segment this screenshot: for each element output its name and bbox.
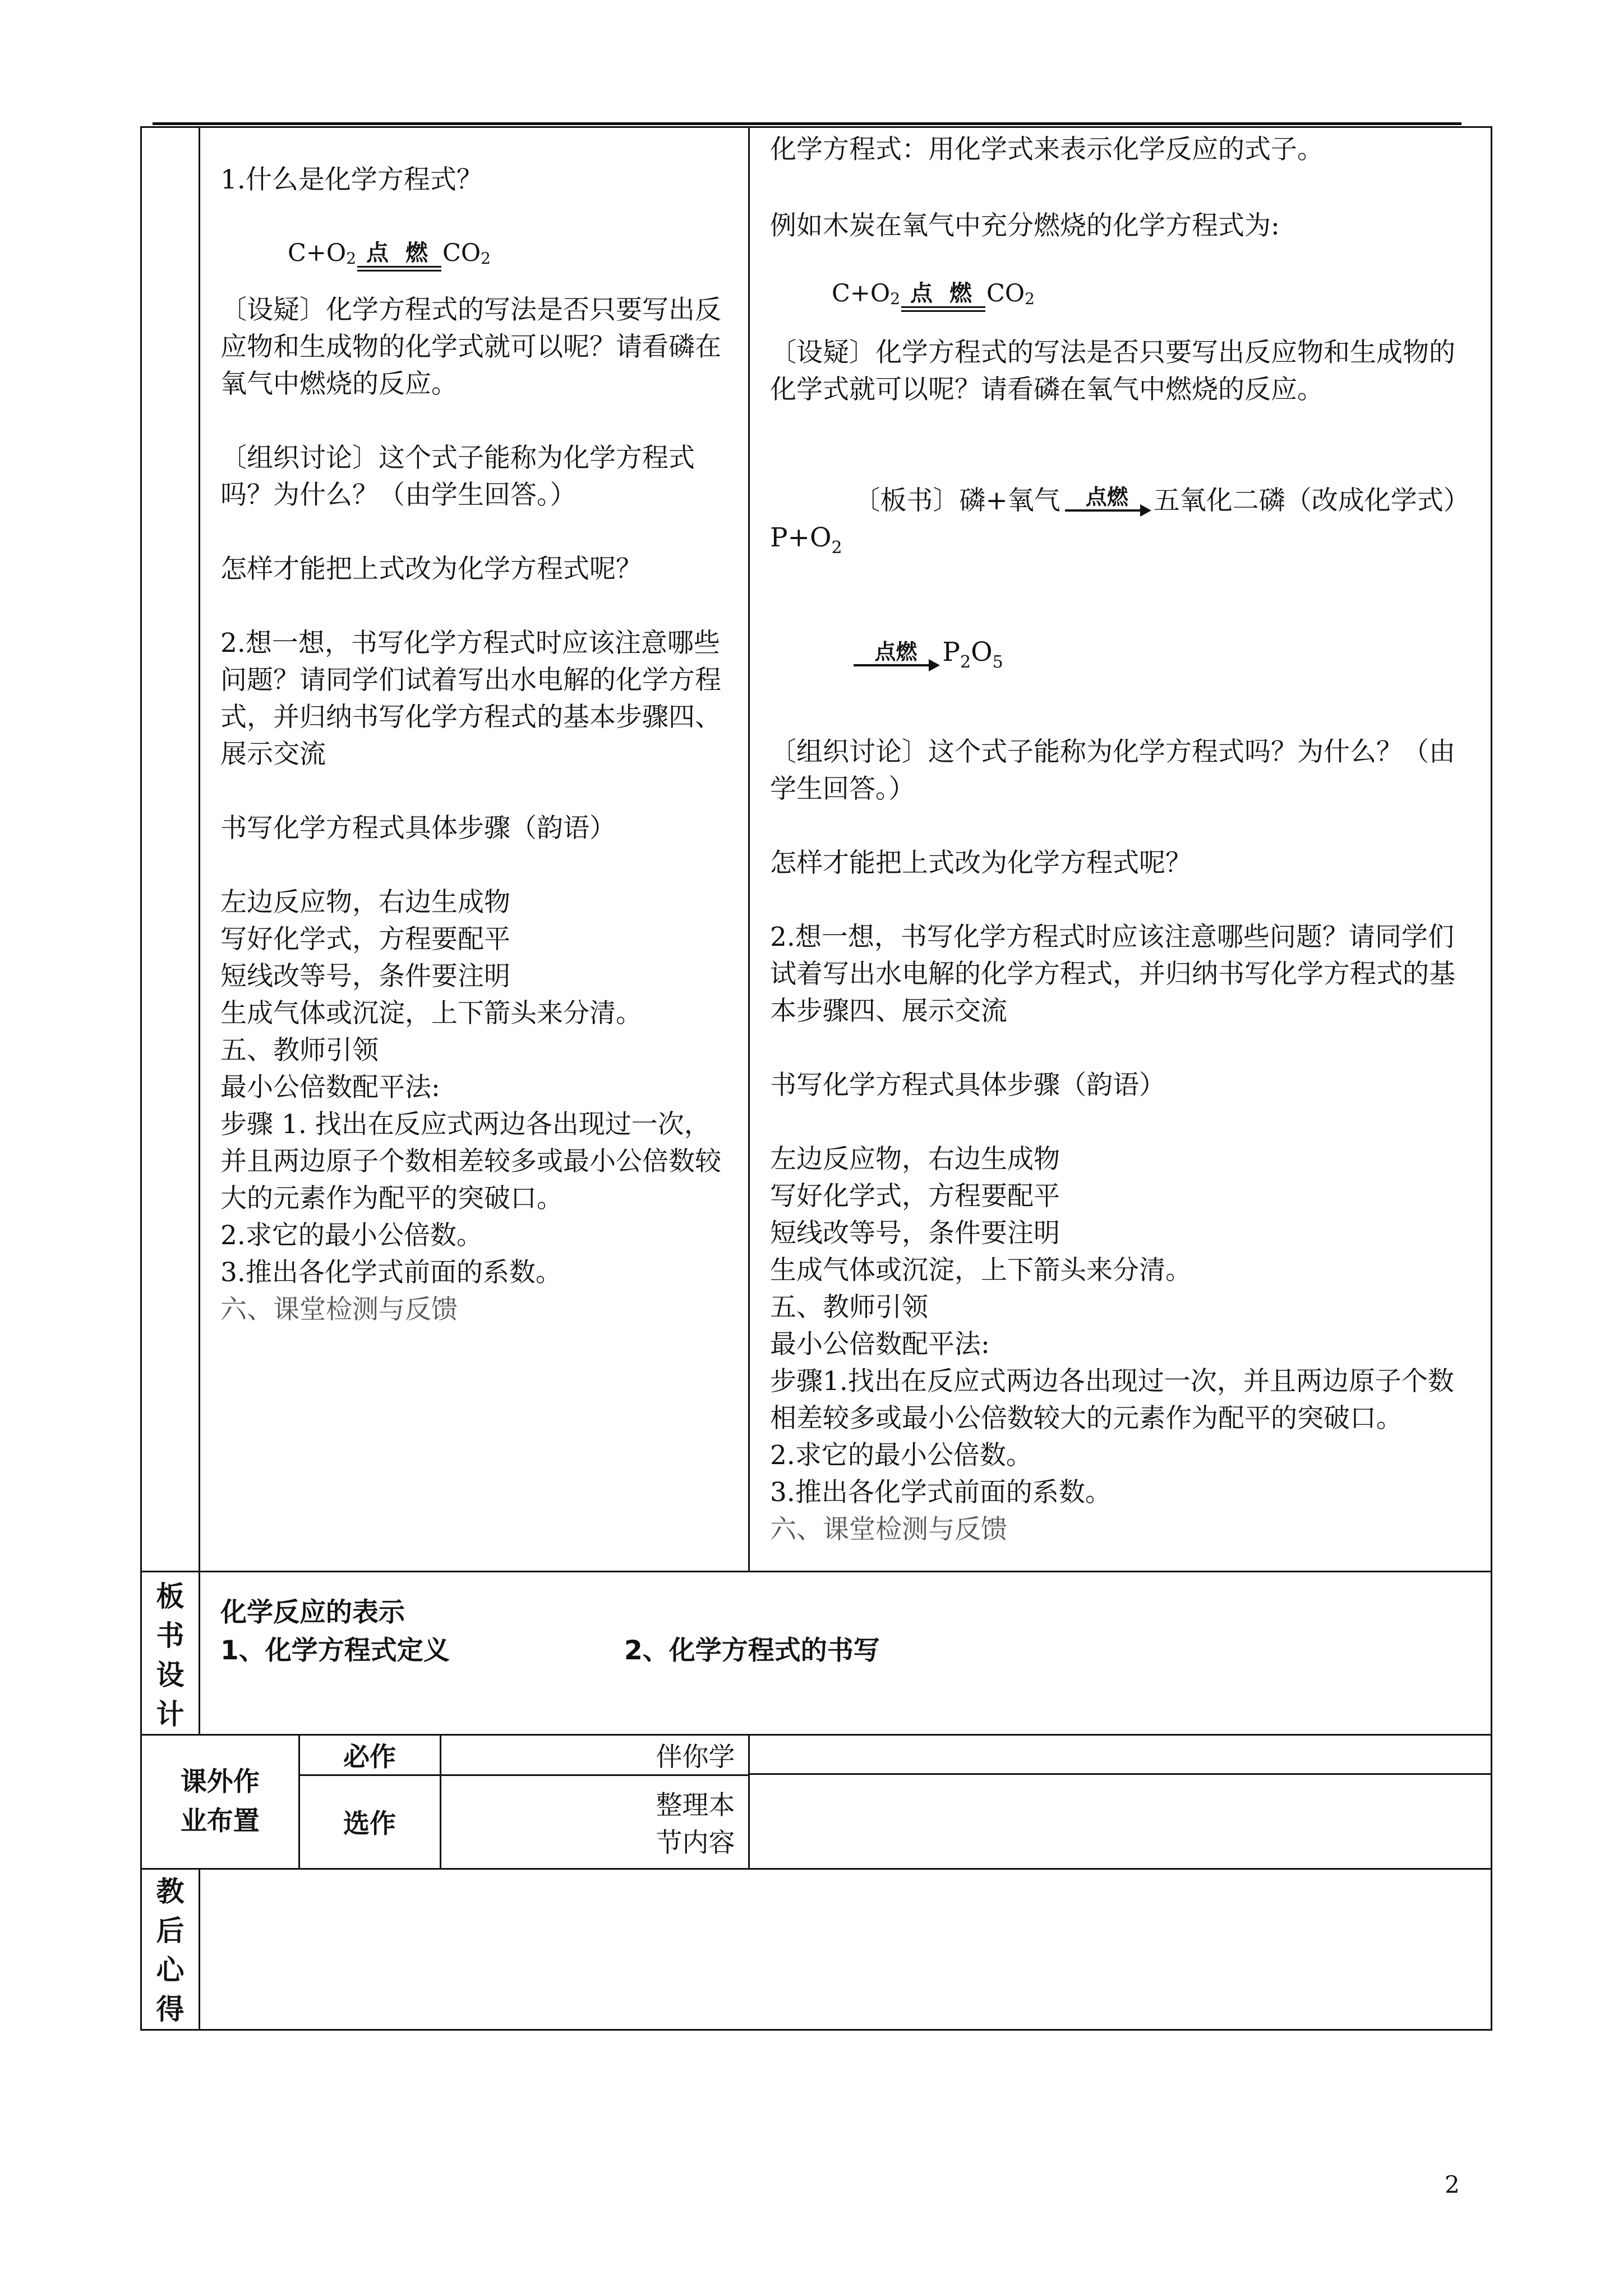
step-3: 3.推出各化学式前面的系数。: [220, 1257, 562, 1288]
homework-cell: [141, 1735, 749, 1869]
equation-c-o2-right: C+O 2 点 燃 CO 2: [832, 261, 1474, 312]
homework-values-extension: [749, 1735, 1492, 1869]
discussion-paragraph: 〔组织讨论〕这个式子能称为化学方程式吗？为什么？（由学生回答。）: [220, 443, 695, 510]
content-row: [141, 127, 1492, 1572]
step-3-right: 3.推出各化学式前面的系数。: [770, 1477, 1112, 1508]
question-1: 1.什么是化学方程式？: [220, 164, 483, 195]
student-activity-cell: [749, 127, 1492, 1572]
board-design-content: [200, 1572, 1492, 1735]
board-label-char: 板: [156, 1580, 185, 1613]
reflection-label: [141, 1869, 200, 2030]
board-design-label: [141, 1572, 200, 1735]
board-item-2: 2、化学方程式的书写: [624, 1635, 880, 1666]
steps-heading-right: 书写化学方程式具体步骤（韵语）: [770, 1070, 1165, 1101]
section-5-heading: 五、教师引领: [220, 1035, 379, 1066]
example-intro: 例如木炭在氧气中充分燃烧的化学方程式为:: [770, 210, 1280, 241]
step-2-right: 2.求它的最小公倍数。: [770, 1440, 1032, 1471]
definition: 化学方程式：用化学式来表示化学反应的式子。: [770, 134, 1324, 165]
board-design-row: [141, 1572, 1492, 1735]
think-paragraph: 2.想一想，书写化学方程式时应该注意哪些问题？请同学们试着写出水电解的化学方程式，并归纳书写化学方程式的基本步骤四、展示交流: [220, 628, 721, 770]
arrow-ignite-1: 点燃: [1065, 486, 1149, 519]
board-label-char: 书: [156, 1619, 185, 1652]
doubt-paragraph-right: 〔设疑〕化学方程式的写法是否只要写出反应物和生成物的化学式就可以呢？请看磷在氧气中燃烧的反应。: [770, 337, 1455, 405]
reflection-label-char: 得: [156, 1993, 185, 2026]
think-paragraph-right: 2.想一想，书写化学方程式时应该注意哪些问题？请同学们试着写出水电解的化学方程式，并归纳书写化学方程式的基本步骤四、展示交流: [770, 922, 1455, 1027]
board-reaction-line: 〔板书〕磷+氧气 点燃 五氧化二磷（改成化学式）$P+O_2$: [770, 485, 1470, 558]
equation-c-o2: C+O 2 点 燃 CO 2: [288, 221, 731, 272]
section-5-heading-right: 五、教师引领: [770, 1292, 928, 1323]
rhyme-line-3-right: 短线改等号，条件要注明: [770, 1218, 1060, 1249]
lesson-plan-table: [140, 126, 1492, 2031]
homework-label: 课外作 业布置: [142, 1736, 299, 1868]
how-to-paragraph: 怎样才能把上式改为化学方程式呢？: [220, 554, 642, 585]
reflection-label-char: 教: [156, 1875, 185, 1908]
required-value: 伴你学: [440, 1736, 748, 1775]
lcm-method-heading-right: 最小公倍数配平法:: [770, 1329, 990, 1360]
board-label-char: 计: [156, 1698, 185, 1731]
reflection-row: [141, 1869, 1492, 2030]
page-number: 2: [1445, 2171, 1460, 2198]
rhyme-line-1-right: 左边反应物，右边生成物: [770, 1144, 1060, 1175]
section-6-heading: 六、课堂检测与反馈: [220, 1294, 458, 1325]
rhyme-line-2: 写好化学式，方程要配平: [220, 924, 510, 955]
rhyme-line-4: 生成气体或沉淀，上下箭头来分清。: [220, 998, 642, 1029]
reflection-label-char: 心: [156, 1954, 185, 1986]
section-6-heading-right: 六、课堂检测与反馈: [770, 1514, 1007, 1545]
lcm-method-heading: 最小公倍数配平法:: [220, 1072, 440, 1103]
reflection-content: [200, 1869, 1492, 2030]
discussion-paragraph-right: 〔组织讨论〕这个式子能称为化学方程式吗？为什么？（由学生回答。）: [770, 737, 1455, 804]
board-item-1: 1、化学方程式定义: [220, 1635, 450, 1666]
top-rule: [153, 122, 1461, 125]
optional-value: 整理本节内容: [656, 1789, 735, 1858]
required-label: 必作: [299, 1736, 440, 1775]
board-title: 化学反应的表示: [220, 1597, 405, 1628]
step-1: 步骤 1. 找出在反应式两边各出现过一次，并且两边原子个数相差较多或最小公倍数较大的元素作为配平的突破口。: [220, 1109, 721, 1214]
rhyme-line-3: 短线改等号，条件要注明: [220, 961, 510, 992]
homework-row: [141, 1735, 1492, 1869]
rhyme-line-1: 左边反应物，右边生成物: [220, 887, 510, 918]
content-row-label: [141, 127, 200, 1572]
p2o5-line: 点燃 $P_2O_5$: [770, 597, 1474, 711]
doubt-paragraph: 〔设疑〕化学方程式的写法是否只要写出反应物和生成物的化学式就可以呢？请看磷在氧气中燃烧的反应。: [220, 295, 721, 399]
board-label-char: 设: [156, 1659, 185, 1691]
step-1-right: 步骤1.找出在反应式两边各出现过一次，并且两边原子个数相差较多或最小公倍数较大的元素作为配平的突破口。: [770, 1366, 1454, 1434]
steps-heading: 书写化学方程式具体步骤（韵语）: [220, 813, 616, 844]
teacher-activity-cell: [200, 127, 749, 1572]
rhyme-line-4-right: 生成气体或沉淀，上下箭头来分清。: [770, 1255, 1192, 1286]
reflection-label-char: 后: [156, 1915, 185, 1947]
arrow-ignite-2: 点燃: [854, 641, 938, 674]
optional-label: 选作: [299, 1775, 440, 1868]
rhyme-line-2-right: 写好化学式，方程要配平: [770, 1181, 1060, 1212]
step-2: 2.求它的最小公倍数。: [220, 1220, 483, 1251]
how-to-paragraph-right: 怎样才能把上式改为化学方程式呢？: [770, 848, 1192, 878]
